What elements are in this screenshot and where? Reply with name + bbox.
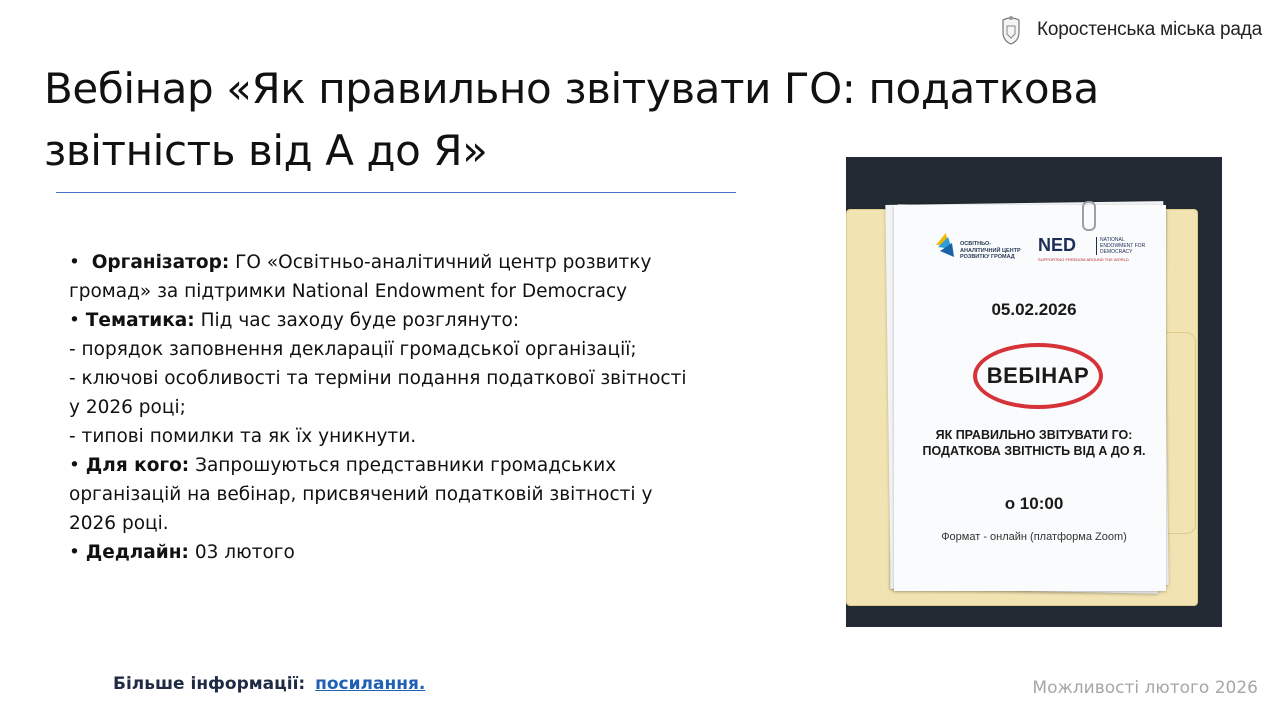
- more-info-label: Більше інформації:: [113, 674, 306, 694]
- deadline-line: • Дедлайн: 03 лютого: [69, 542, 295, 563]
- audience-text-1: Запрошуються представники громадських: [195, 455, 617, 476]
- poster-topic-line-2: ПОДАТКОВА ЗВІТНІСТЬ ВІД А ДО Я.: [922, 444, 1146, 458]
- city-crest-icon: [999, 14, 1023, 46]
- audience-line: • Для кого: Запрошуються представники громадських: [69, 455, 617, 476]
- ned-logo-divider: [1096, 237, 1097, 255]
- webinar-poster-image: [846, 157, 1222, 627]
- organizer-label: Організатор:: [91, 252, 230, 273]
- organizer-text-2: громад» за підтримки National Endowment for Democracy: [69, 281, 628, 302]
- organizer-text-1: ГО «Освітньо-аналітичний центр розвитку: [235, 252, 652, 273]
- title-line-1: Вебінар «Як правильно звітувати ГО: податкова: [44, 64, 1099, 113]
- poster-logos: [934, 229, 1154, 269]
- topic-item-2: - ключові особливості та терміни подання податкової звітності: [69, 368, 687, 389]
- topic-text: Під час заходу буде розглянуто:: [200, 310, 520, 331]
- header-org: [999, 14, 1262, 46]
- topic-item-3: - типові помилки та як їх уникнути.: [69, 426, 417, 447]
- title-line-2: звітність від А до Я»: [44, 126, 488, 175]
- ned-logo-tagline: SUPPORTING FREEDOM AROUND THE WORLD: [1038, 257, 1129, 262]
- center-logo: [934, 231, 1024, 267]
- details-block: [69, 248, 729, 567]
- topic-item-2-cont: у 2026 році;: [69, 397, 186, 418]
- poster-format: Формат - онлайн (платформа Zoom): [941, 531, 1127, 543]
- topic-line: • Тематика: Під час заходу буде розглянуто:: [69, 310, 520, 331]
- org-name: Коростенська міська рада: [1036, 19, 1262, 40]
- organizer-line: • Організатор: ГО «Освітньо-аналітичний центр розвитку: [69, 252, 652, 273]
- poster-time: о 10:00: [1004, 494, 1064, 513]
- audience-text-3: 2026 році.: [69, 513, 169, 534]
- more-info: [113, 674, 425, 694]
- topic-label: Тематика:: [85, 310, 195, 331]
- poster-date: 05.02.2026: [991, 300, 1077, 319]
- deadline-text: 03 лютого: [194, 542, 295, 563]
- audience-label: Для кого:: [85, 455, 190, 476]
- footer-note: Можливості лютого 2026: [1032, 678, 1258, 698]
- poster-topic: [904, 427, 1164, 459]
- audience-text-2: організацій на вебінар, присвячений податковій звітності у: [69, 484, 653, 505]
- webinar-badge-text: ВЕБІНАР: [986, 363, 1090, 388]
- poster-topic-line-1: ЯК ПРАВИЛЬНО ЗВІТУВАТИ ГО:: [935, 428, 1133, 442]
- center-logo-text: ОСВІТНЬО-АНАЛІТИЧНИЙ ЦЕНТР РОЗВИТКУ ГРОМАД: [960, 241, 1021, 260]
- center-logo-icon: [934, 231, 960, 261]
- deadline-label: Дедлайн:: [85, 542, 189, 563]
- paperclip-icon: [1082, 201, 1096, 231]
- more-info-link[interactable]: посилання.: [315, 674, 426, 694]
- topic-item-1: - порядок заповнення декларації громадської організації;: [69, 339, 637, 360]
- ned-logo-word: NED: [1038, 235, 1077, 255]
- ned-logo-fullname: NATIONAL ENDOWMENT FOR DEMOCRACY: [1100, 237, 1146, 255]
- ned-logo: [1038, 235, 1154, 265]
- webinar-badge: [973, 343, 1103, 409]
- title-divider: [56, 192, 736, 193]
